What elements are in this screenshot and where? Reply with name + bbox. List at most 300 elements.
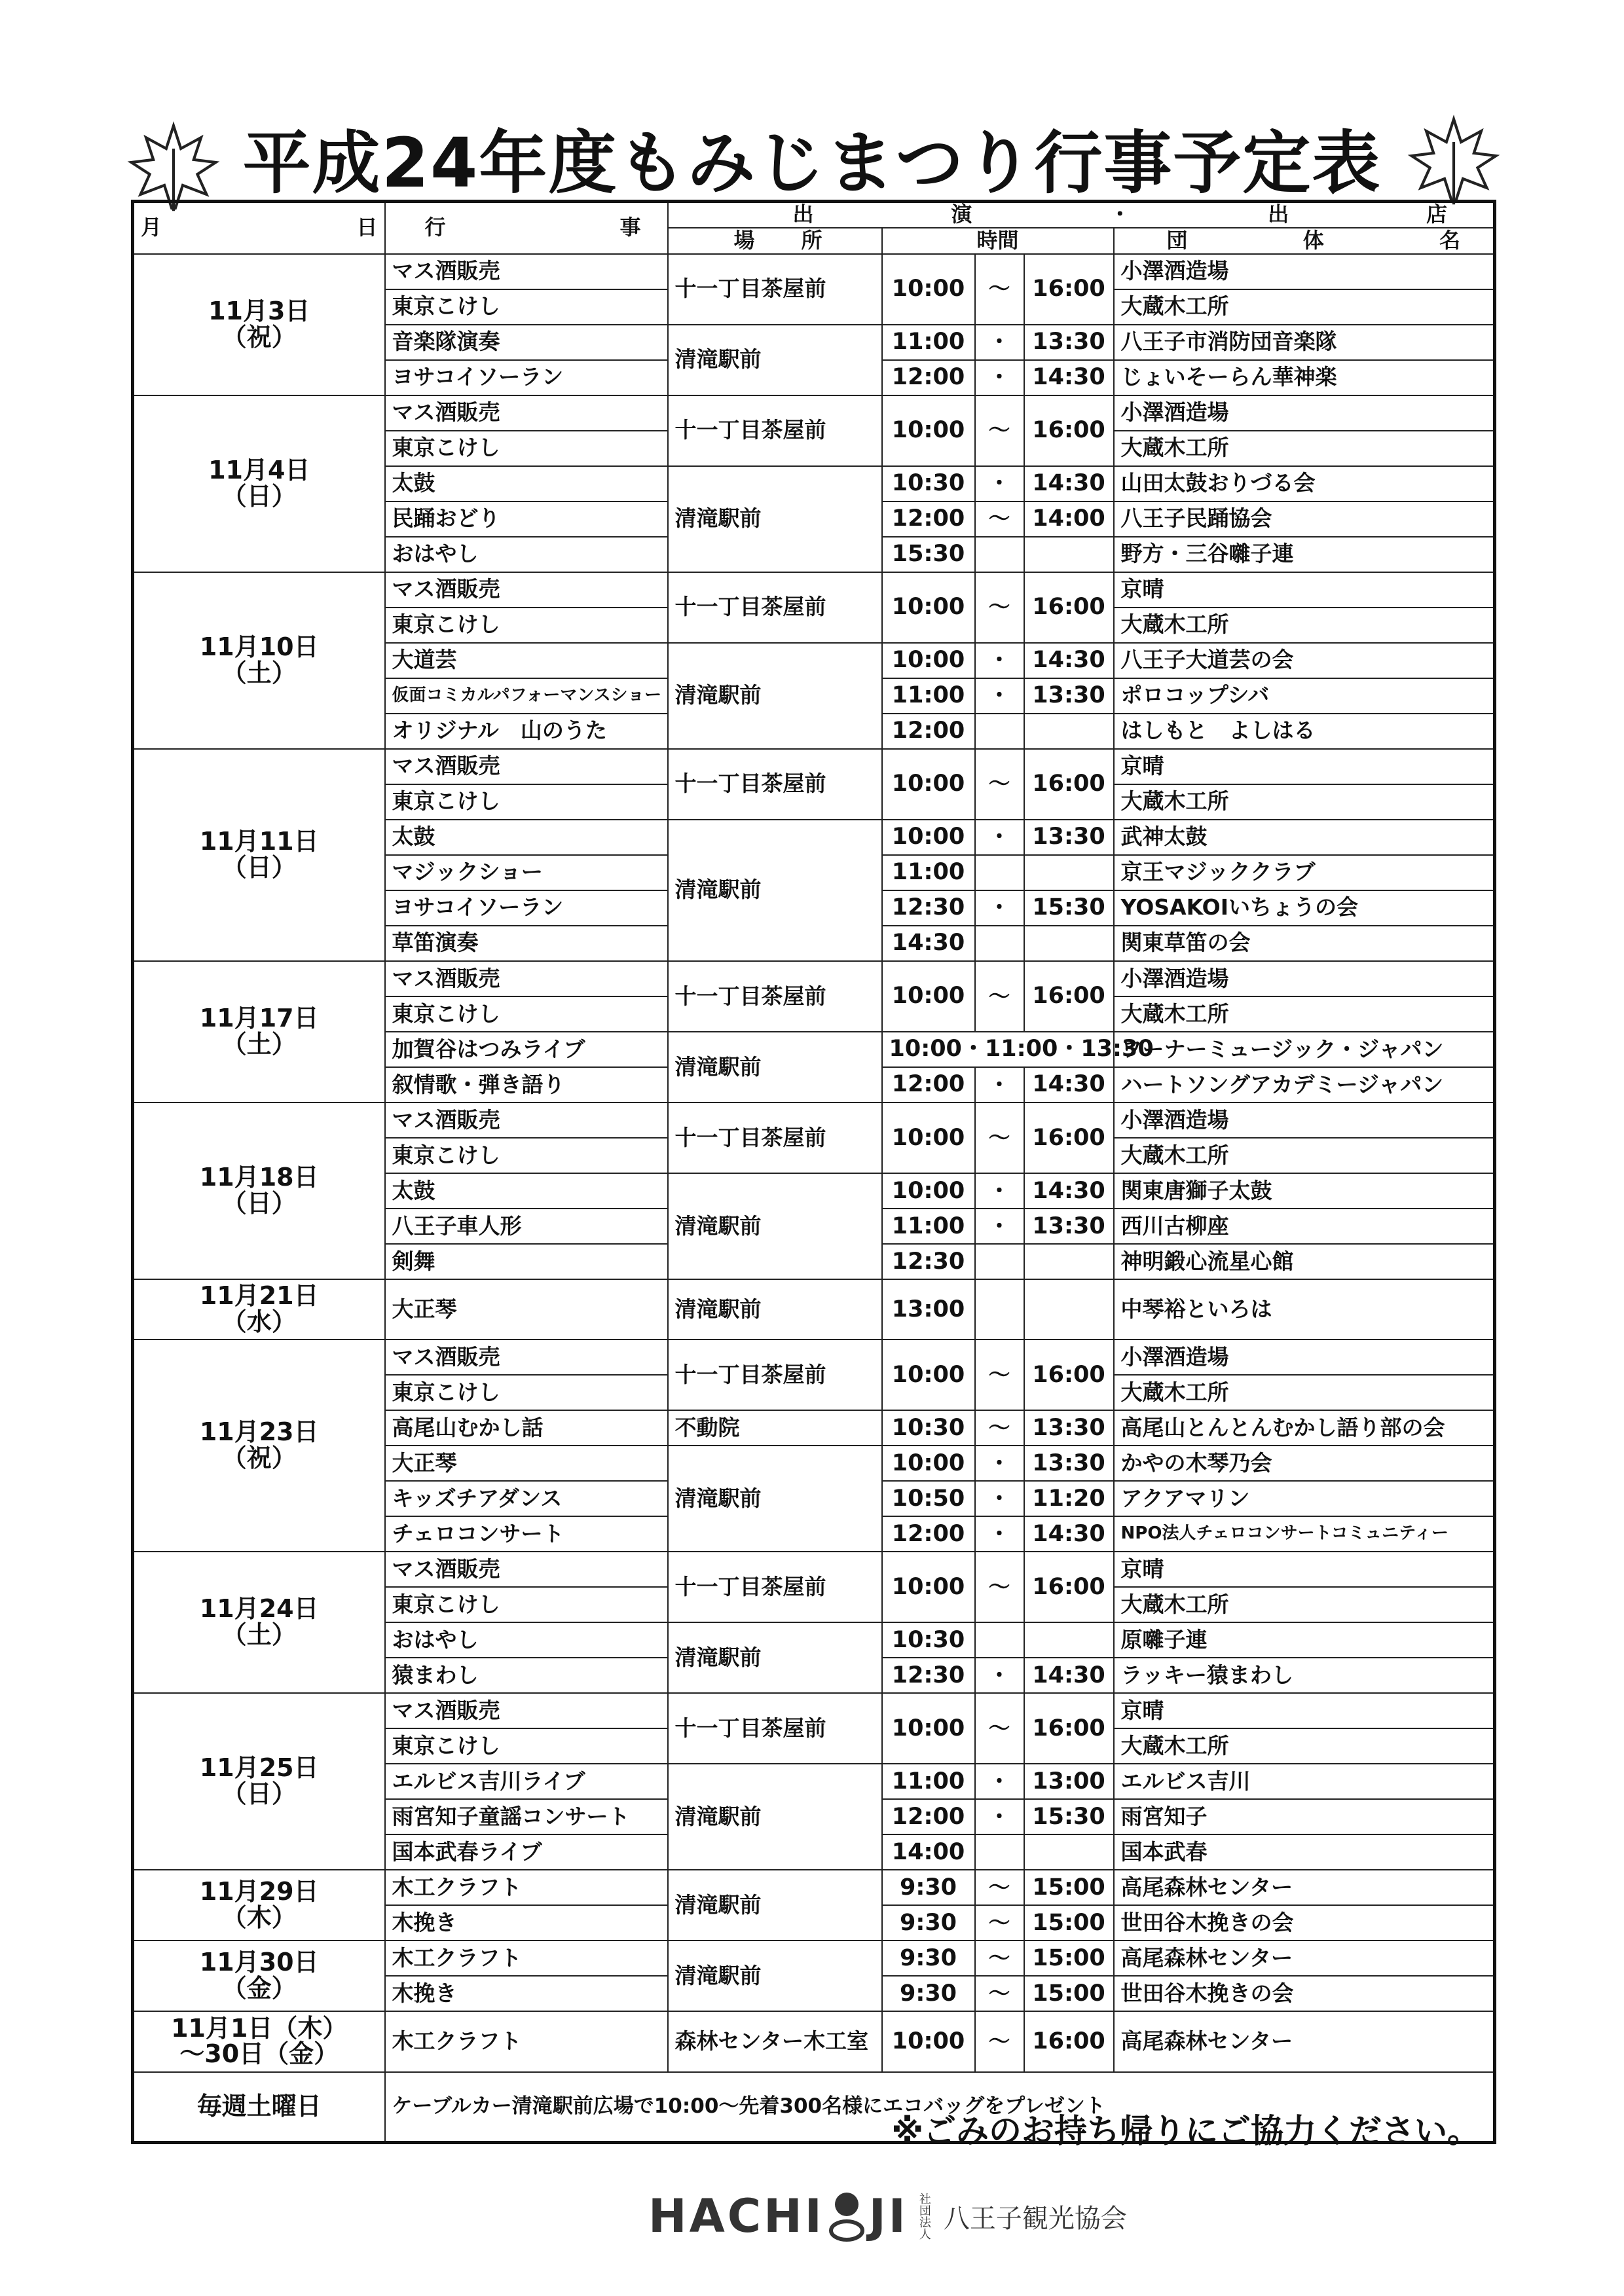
org-cell: 西川古柳座 (1114, 1209, 1495, 1244)
start-time-cell: 10:00 (882, 820, 975, 855)
schedule-row (133, 961, 1495, 996)
org-cell: 大蔵木工所 (1114, 996, 1495, 1032)
event-cell: マス酒販売 (385, 572, 668, 608)
end-time-cell: 16:00 (1024, 1552, 1114, 1622)
start-time-cell: 12:30 (882, 1244, 975, 1279)
start-time-cell: 10:00 (882, 395, 975, 466)
start-time-cell: 12:30 (882, 1658, 975, 1693)
end-time-cell: 15:00 (1024, 1976, 1114, 2011)
org-cell: ラッキー猿まわし (1114, 1658, 1495, 1693)
event-cell: 太鼓 (385, 1173, 668, 1209)
end-time-cell (1024, 1279, 1114, 1339)
start-time-cell: 9:30 (882, 1870, 975, 1905)
weekday-label: （土） (221, 1029, 297, 1059)
schedule-row (133, 2011, 1495, 2071)
start-time-cell: 9:30 (882, 1976, 975, 2011)
weekday-label: （日） (221, 1188, 297, 1218)
org-cell: 小澤酒造場 (1114, 961, 1495, 996)
header-group: 出 演 ・ 出 店 (668, 202, 1495, 228)
date-cell (133, 2011, 385, 2071)
date-cell (133, 961, 385, 1102)
event-cell: 仮面コミカルパフォーマンスショー (385, 678, 668, 714)
start-time-cell: 14:30 (882, 926, 975, 961)
date-label: 11月4日 (208, 455, 310, 484)
place-cell: 清滝駅前 (668, 820, 882, 961)
place-cell: 清滝駅前 (668, 1764, 882, 1870)
time-separator: ～ (975, 1870, 1024, 1905)
org-cell: 高尾森林センター (1114, 2011, 1495, 2071)
event-cell: 木挽き (385, 1976, 668, 2011)
end-time-cell: 13:30 (1024, 1410, 1114, 1446)
time-separator (975, 855, 1024, 890)
logo-prefix: 社団法人 (917, 2193, 931, 2240)
time-separator: ・ (975, 1481, 1024, 1516)
event-cell: マス酒販売 (385, 749, 668, 784)
date-cell (133, 572, 385, 749)
date-cell (133, 1870, 385, 1941)
event-cell: 東京こけし (385, 996, 668, 1032)
end-time-cell: 14:30 (1024, 643, 1114, 678)
event-cell: 高尾山むかし話 (385, 1410, 668, 1446)
org-cell: 八王子市消防団音楽隊 (1114, 325, 1495, 360)
end-time-cell (1024, 926, 1114, 961)
schedule-row (133, 1102, 1495, 1138)
date-label: 11月17日 (199, 1003, 319, 1032)
end-time-cell: 13:30 (1024, 325, 1114, 360)
end-time-cell (1024, 1834, 1114, 1870)
start-time-cell: 10:00 (882, 572, 975, 643)
event-cell: マス酒販売 (385, 1693, 668, 1728)
time-separator: ・ (975, 890, 1024, 926)
start-time-cell: 13:00 (882, 1279, 975, 1339)
date-label: 11月10日 (199, 632, 319, 661)
time-separator: ・ (975, 1764, 1024, 1799)
end-time-cell: 13:00 (1024, 1764, 1114, 1799)
end-time-cell: 13:30 (1024, 820, 1114, 855)
end-time-cell: 15:00 (1024, 1941, 1114, 1976)
org-cell: エルビス吉川 (1114, 1764, 1495, 1799)
logo-org: 八王子観光協会 (943, 2203, 1127, 2234)
start-time-cell: 10:50 (882, 1481, 975, 1516)
place-cell: 清滝駅前 (668, 643, 882, 749)
start-time-cell: 10:30 (882, 1622, 975, 1658)
end-time-cell (1024, 1622, 1114, 1658)
end-time-cell: 16:00 (1024, 1339, 1114, 1410)
end-time-cell: 16:00 (1024, 2011, 1114, 2071)
event-cell: 東京こけし (385, 1728, 668, 1764)
start-time-cell: 10:30 (882, 1410, 975, 1446)
org-cell: 関東唐獅子太鼓 (1114, 1173, 1495, 1209)
time-separator (975, 537, 1024, 572)
logo-text-left: HACHI (648, 2189, 824, 2243)
header-org: 団 体 名 (1114, 228, 1495, 254)
event-cell: 東京こけし (385, 1375, 668, 1410)
date-label: 11月24日 (199, 1594, 319, 1624)
weekday-label: （土） (221, 1620, 297, 1650)
time-separator: ・ (975, 643, 1024, 678)
place-cell: 不動院 (668, 1410, 882, 1446)
schedule-row (133, 1339, 1495, 1375)
time-separator: ～ (975, 1693, 1024, 1764)
org-cell: 大蔵木工所 (1114, 784, 1495, 820)
event-cell: 太鼓 (385, 466, 668, 501)
place-cell: 十一丁目茶屋前 (668, 254, 882, 325)
org-cell: はしもと よしはる (1114, 714, 1495, 749)
event-cell: 木工クラフト (385, 2011, 668, 2071)
org-cell: 世田谷木挽きの会 (1114, 1905, 1495, 1941)
end-time-cell (1024, 855, 1114, 890)
date-cell (133, 1552, 385, 1693)
event-cell: マス酒販売 (385, 1552, 668, 1587)
org-cell: 小澤酒造場 (1114, 254, 1495, 289)
schedule-row (133, 1552, 1495, 1587)
start-time-cell: 10:00 (882, 1339, 975, 1410)
end-time-cell: 14:30 (1024, 1067, 1114, 1102)
header-event: 行 事 (385, 202, 668, 254)
end-time-cell: 14:30 (1024, 360, 1114, 395)
time-separator: ・ (975, 1446, 1024, 1481)
event-cell: 東京こけし (385, 608, 668, 643)
time-separator: ～ (975, 961, 1024, 1032)
event-cell: 大道芸 (385, 643, 668, 678)
time-separator: ～ (975, 2011, 1024, 2071)
event-cell: 音楽隊演奏 (385, 325, 668, 360)
weekday-label: （日） (221, 1779, 297, 1809)
schedule-row (133, 1279, 1495, 1339)
org-cell: 大蔵木工所 (1114, 1375, 1495, 1410)
date-label: 11月25日 (199, 1753, 319, 1783)
end-time-cell: 16:00 (1024, 961, 1114, 1032)
start-time-cell: 12:00 (882, 1516, 975, 1552)
event-cell: 木工クラフト (385, 1870, 668, 1905)
place-cell: 清滝駅前 (668, 1870, 882, 1941)
event-cell: 剣舞 (385, 1244, 668, 1279)
start-time-cell: 11:00 (882, 325, 975, 360)
event-cell: 草笛演奏 (385, 926, 668, 961)
place-cell: 十一丁目茶屋前 (668, 572, 882, 643)
start-time-cell: 10:00 (882, 254, 975, 325)
org-cell: 小澤酒造場 (1114, 395, 1495, 431)
org-cell: 神明鍛心流星心館 (1114, 1244, 1495, 1279)
logo-mark-icon (828, 2190, 865, 2242)
event-cell: 八王子車人形 (385, 1209, 668, 1244)
date-cell (133, 1941, 385, 2011)
end-time-cell: 11:20 (1024, 1481, 1114, 1516)
place-cell: 十一丁目茶屋前 (668, 395, 882, 466)
time-separator: ～ (975, 1339, 1024, 1410)
time-separator (975, 926, 1024, 961)
event-cell: オリジナル 山のうた (385, 714, 668, 749)
time-separator: ～ (975, 1552, 1024, 1622)
time-separator: ・ (975, 1516, 1024, 1552)
org-cell: 大蔵木工所 (1114, 1587, 1495, 1622)
header-date: 月 日 (133, 202, 385, 254)
place-cell: 十一丁目茶屋前 (668, 1339, 882, 1410)
org-cell: 高尾森林センター (1114, 1870, 1495, 1905)
event-cell: マス酒販売 (385, 1339, 668, 1375)
end-time-cell (1024, 1244, 1114, 1279)
schedule-row (133, 1870, 1495, 1905)
end-time-cell: 16:00 (1024, 572, 1114, 643)
end-time-cell: 13:30 (1024, 1446, 1114, 1481)
date-label: 11月1日（木） (171, 2013, 348, 2043)
date-cell (133, 1693, 385, 1870)
place-cell: 十一丁目茶屋前 (668, 1552, 882, 1622)
time-separator: ・ (975, 325, 1024, 360)
start-time-cell: 10:00 (882, 1693, 975, 1764)
org-cell: 大蔵木工所 (1114, 1138, 1495, 1173)
org-cell: 小澤酒造場 (1114, 1339, 1495, 1375)
event-cell: マス酒販売 (385, 961, 668, 996)
start-time-cell: 10:00 (882, 961, 975, 1032)
time-separator: ～ (975, 254, 1024, 325)
event-cell: マス酒販売 (385, 254, 668, 289)
org-cell: 京王マジッククラブ (1114, 855, 1495, 890)
org-cell: 大蔵木工所 (1114, 608, 1495, 643)
weekday-label: （金） (221, 1974, 297, 2003)
time-separator: ～ (975, 1941, 1024, 1976)
org-cell: ハートソングアカデミージャパン (1114, 1067, 1495, 1102)
org-cell: 京晴 (1114, 749, 1495, 784)
event-cell: ヨサコイソーラン (385, 890, 668, 926)
place-cell: 十一丁目茶屋前 (668, 1693, 882, 1764)
place-cell: 清滝駅前 (668, 466, 882, 572)
place-cell: 清滝駅前 (668, 1622, 882, 1693)
org-cell: 八王子大道芸の会 (1114, 643, 1495, 678)
date-cell (133, 1102, 385, 1279)
org-cell: 野方・三谷囃子連 (1114, 537, 1495, 572)
header-place: 場 所 (668, 228, 882, 254)
place-cell: 清滝駅前 (668, 1279, 882, 1339)
title-area (124, 111, 1500, 203)
start-time-cell: 12:00 (882, 714, 975, 749)
end-time-cell: 16:00 (1024, 1102, 1114, 1173)
schedule-row (133, 572, 1495, 608)
date-label: 11月21日 (199, 1281, 319, 1311)
date-cell (133, 749, 385, 961)
end-time-cell: 16:00 (1024, 395, 1114, 466)
end-time-cell: 13:30 (1024, 678, 1114, 714)
event-cell: マス酒販売 (385, 395, 668, 431)
event-cell: 叙情歌・弾き語り (385, 1067, 668, 1102)
logo (648, 2183, 1127, 2249)
event-cell: 木挽き (385, 1905, 668, 1941)
start-time-cell: 11:00 (882, 1764, 975, 1799)
event-cell: 加賀谷はつみライブ (385, 1032, 668, 1067)
org-cell: アクアマリン (1114, 1481, 1495, 1516)
org-cell: 世田谷木挽きの会 (1114, 1976, 1495, 2011)
org-cell: 大蔵木工所 (1114, 1728, 1495, 1764)
header-row-1 (133, 202, 1495, 228)
end-time-cell: 14:00 (1024, 501, 1114, 537)
event-cell: 東京こけし (385, 431, 668, 466)
event-cell: 東京こけし (385, 1587, 668, 1622)
date-label: 11月23日 (199, 1417, 319, 1447)
org-cell: 八王子民踊協会 (1114, 501, 1495, 537)
end-time-cell: 15:00 (1024, 1905, 1114, 1941)
org-cell: かやの木琴乃会 (1114, 1446, 1495, 1481)
date-label: 11月30日 (199, 1948, 319, 1977)
org-cell: 小澤酒造場 (1114, 1102, 1495, 1138)
end-time-cell: 14:30 (1024, 1658, 1114, 1693)
event-cell: 東京こけし (385, 784, 668, 820)
event-cell: 東京こけし (385, 289, 668, 325)
time-separator: ・ (975, 678, 1024, 714)
place-cell: 森林センター木工室 (668, 2011, 882, 2071)
event-cell: 大正琴 (385, 1279, 668, 1339)
start-time-cell: 11:00 (882, 1209, 975, 1244)
start-time-cell: 12:00 (882, 360, 975, 395)
event-cell: キッズチアダンス (385, 1481, 668, 1516)
org-cell: 関東草笛の会 (1114, 926, 1495, 961)
start-time-cell: 11:00 (882, 855, 975, 890)
footer-note: ※ごみのお持ち帰りにご協力ください。 (891, 2112, 1480, 2150)
weekday-label: ～30日（金） (179, 2039, 339, 2069)
org-cell: 原囃子連 (1114, 1622, 1495, 1658)
start-time-cell: 10:00 (882, 643, 975, 678)
end-time-cell: 14:30 (1024, 466, 1114, 501)
end-time-cell: 13:30 (1024, 1209, 1114, 1244)
event-cell: チェロコンサート (385, 1516, 668, 1552)
org-cell: ワーナーミュージック・ジャパン (1114, 1032, 1495, 1067)
start-time-cell: 10:00 (882, 749, 975, 820)
time-cell: 10:00・11:00・13:30 (882, 1032, 1114, 1067)
event-cell: 東京こけし (385, 1138, 668, 1173)
weekday-label: （木） (221, 1903, 297, 1933)
org-cell: 中琴裕といろは (1114, 1279, 1495, 1339)
schedule-row (133, 1693, 1495, 1728)
start-time-cell: 9:30 (882, 1941, 975, 1976)
weekday-label: （祝） (221, 322, 297, 352)
weekday-label: （日） (221, 481, 297, 511)
org-cell: 雨宮知子 (1114, 1799, 1495, 1834)
org-cell: 山田太鼓おりづる会 (1114, 466, 1495, 501)
start-time-cell: 9:30 (882, 1905, 975, 1941)
header-time: 時間 (882, 228, 1114, 254)
place-cell: 清滝駅前 (668, 1941, 882, 2011)
date-cell (133, 395, 385, 572)
weekly-text: ケーブルカー清滝駅前広場で10:00～先着300名様にエコバッグをプレゼント (385, 2072, 1495, 2143)
time-separator: ～ (975, 572, 1024, 643)
event-cell: エルビス吉川ライブ (385, 1764, 668, 1799)
time-separator: ・ (975, 466, 1024, 501)
schedule-table (131, 200, 1496, 2144)
event-cell: 大正琴 (385, 1446, 668, 1481)
org-cell: 高尾山とんとんむかし語り部の会 (1114, 1410, 1495, 1446)
date-label: 11月11日 (199, 826, 319, 856)
end-time-cell: 16:00 (1024, 254, 1114, 325)
event-cell: 猿まわし (385, 1658, 668, 1693)
event-cell: 国本武春ライブ (385, 1834, 668, 1870)
page-title: 平成24年度もみじまつり行事予定表 (242, 123, 1382, 203)
org-cell: 大蔵木工所 (1114, 431, 1495, 466)
time-separator: ～ (975, 1976, 1024, 2011)
start-time-cell: 12:00 (882, 1067, 975, 1102)
org-cell: NPO法人チェロコンサートコミュニティー (1114, 1516, 1495, 1552)
end-time-cell: 15:30 (1024, 1799, 1114, 1834)
date-label: 11月29日 (199, 1877, 319, 1906)
weekly-label: 毎週土曜日 (133, 2072, 385, 2143)
event-cell: 民踊おどり (385, 501, 668, 537)
time-separator: ～ (975, 501, 1024, 537)
time-separator (975, 714, 1024, 749)
event-cell: おはやし (385, 1622, 668, 1658)
start-time-cell: 10:00 (882, 1102, 975, 1173)
time-separator (975, 1622, 1024, 1658)
logo-text-right: JI (868, 2189, 908, 2243)
org-cell: 武神太鼓 (1114, 820, 1495, 855)
time-separator: ・ (975, 1173, 1024, 1209)
place-cell: 清滝駅前 (668, 1446, 882, 1552)
time-separator: ～ (975, 749, 1024, 820)
date-cell (133, 1339, 385, 1552)
time-separator: ・ (975, 1209, 1024, 1244)
place-cell: 十一丁目茶屋前 (668, 749, 882, 820)
org-cell: 京晴 (1114, 572, 1495, 608)
time-separator: ～ (975, 1905, 1024, 1941)
event-cell: マジックショー (385, 855, 668, 890)
schedule-row (133, 749, 1495, 784)
start-time-cell: 10:30 (882, 466, 975, 501)
start-time-cell: 10:00 (882, 1173, 975, 1209)
org-cell: 国本武春 (1114, 1834, 1495, 1870)
org-cell: 高尾森林センター (1114, 1941, 1495, 1976)
place-cell: 清滝駅前 (668, 1173, 882, 1279)
start-time-cell: 11:00 (882, 678, 975, 714)
place-cell: 十一丁目茶屋前 (668, 1102, 882, 1173)
org-cell: 京晴 (1114, 1552, 1495, 1587)
place-cell: 清滝駅前 (668, 1032, 882, 1102)
time-separator: ・ (975, 1799, 1024, 1834)
weekday-label: （日） (221, 852, 297, 882)
time-separator: ・ (975, 1658, 1024, 1693)
time-separator: ・ (975, 820, 1024, 855)
start-time-cell: 12:30 (882, 890, 975, 926)
weekday-label: （水） (221, 1307, 297, 1336)
date-cell (133, 1279, 385, 1339)
event-cell: マス酒販売 (385, 1102, 668, 1138)
place-cell: 清滝駅前 (668, 325, 882, 395)
time-separator (975, 1244, 1024, 1279)
time-separator: ～ (975, 395, 1024, 466)
end-time-cell: 16:00 (1024, 1693, 1114, 1764)
time-separator: ・ (975, 360, 1024, 395)
time-separator (975, 1834, 1024, 1870)
event-cell: おはやし (385, 537, 668, 572)
end-time-cell: 15:00 (1024, 1870, 1114, 1905)
end-time-cell: 16:00 (1024, 749, 1114, 820)
weekday-label: （土） (221, 658, 297, 687)
date-cell (133, 254, 385, 395)
event-cell: ヨサコイソーラン (385, 360, 668, 395)
start-time-cell: 10:00 (882, 1446, 975, 1481)
time-separator: ・ (975, 1067, 1024, 1102)
date-label: 11月3日 (208, 296, 310, 325)
event-cell: 雨宮知子童謡コンサート (385, 1799, 668, 1834)
org-cell: YOSAKOIいちょうの会 (1114, 890, 1495, 926)
schedule-row (133, 1941, 1495, 1976)
time-separator (975, 1279, 1024, 1339)
org-cell: じょいそーらん華神楽 (1114, 360, 1495, 395)
end-time-cell: 15:30 (1024, 890, 1114, 926)
org-cell: ポロコップシバ (1114, 678, 1495, 714)
schedule-row (133, 395, 1495, 431)
event-cell: 太鼓 (385, 820, 668, 855)
start-time-cell: 12:00 (882, 501, 975, 537)
end-time-cell: 14:30 (1024, 1516, 1114, 1552)
event-cell: 木工クラフト (385, 1941, 668, 1976)
start-time-cell: 12:00 (882, 1799, 975, 1834)
